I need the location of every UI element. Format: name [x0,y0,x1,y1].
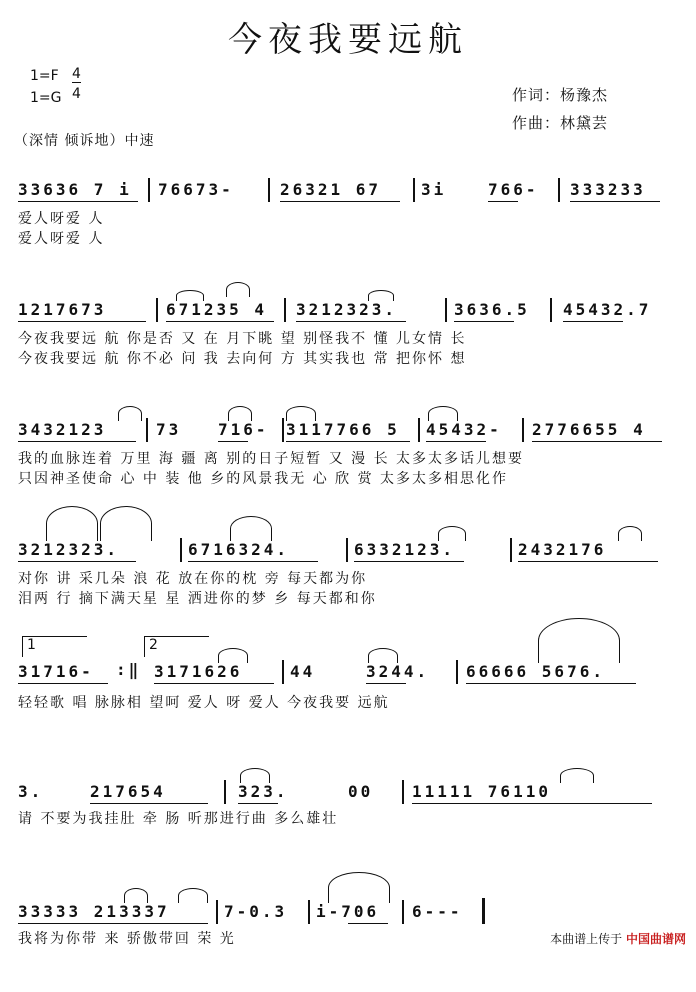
time-denominator: 4 [72,86,81,102]
lyrics-verse-1: 请 不要为我挂肚 牵 肠 听那进行曲 多么雄壮 [18,811,339,827]
measure: 3117766 5 [286,420,400,439]
measure: 66666 5676. [466,662,605,681]
lyrics-verse-1: 我将为你带 来 骄傲带回 荣 光 [18,931,236,947]
measure: 3432123 [18,420,107,439]
score-row-3 [18,420,668,510]
measure: 3212323. [296,300,398,319]
measure: 76673- [158,180,234,199]
measure: 73 [156,420,182,439]
measure: 3212323. [18,540,120,559]
lyrics-verse-2: 只因神圣使命 心 中 装 他 乡的风景我无 心 欣 赏 太多太多相思化作 [18,471,509,487]
measure: i-706 [316,902,380,921]
lyrics-verse-1: 轻轻歌 唱 脉脉相 望呵 爱人 呀 爱人 今夜我要 远航 [18,695,390,711]
repeat-sign: :‖ [116,660,142,679]
score-row-4 [18,540,668,630]
measure: 26321 67 [280,180,382,199]
score-row-5 [18,637,668,752]
measure: 217654 [90,782,166,801]
measure: 33333 213337 [18,902,170,921]
tempo-marking: （深情 倾诉地）中速 [14,133,155,149]
lyricist: 作词：杨豫杰 [512,86,609,104]
key-signature-2: 1=G [30,90,62,106]
measure: 6332123. [354,540,456,559]
measure: 2776655 4 [532,420,646,439]
lyrics-verse-1: 我的血脉连着 万里 海 疆 离 别的日子短暂 又 漫 长 太多太多话儿想要 [18,451,525,467]
measure: 45432.7 [563,300,652,319]
score-row-1 [18,180,668,270]
lyrics-verse-2: 泪两 行 摘下满天星 星 洒进你的梦 乡 每天都和你 [18,591,377,607]
measure: 6--- [412,902,463,921]
measure: 3. [18,782,44,801]
measure: 1217673 [18,300,107,319]
footer [550,930,686,947]
lyrics-verse-1: 爱人呀爱 人 [18,211,105,227]
song-title: 今夜我要远航 [228,20,468,60]
lyrics-verse-2: 今夜我要远 航 你不必 问 我 去向何 方 其实我也 常 把你怀 想 [18,351,467,367]
measure: 33636 7 i [18,180,132,199]
score-row-2 [18,300,668,390]
composer: 作曲：林黛芸 [512,114,609,132]
measure: 7-0.3 [224,902,288,921]
score-row-6 [18,782,668,872]
volta-second-ending: 2 [144,636,209,657]
measure: 00 [348,782,374,801]
key-signature-1: 1=F [30,68,59,84]
measure: 31716- [18,662,94,681]
site-logo: 中国曲谱网 [625,932,686,946]
lyrics-verse-1: 今夜我要远 航 你是否 又 在 月下眺 望 别怪我不 懂 儿女情 长 [18,331,467,347]
measure: 45432- [426,420,502,439]
measure: 2432176 [518,540,607,559]
measure: 44 [290,662,316,681]
score-row-7 [18,902,668,992]
measure: 3244. [366,662,430,681]
measure: 716- [218,420,269,439]
measure: 3171626 [154,662,243,681]
lyrics-verse-1: 对你 讲 采几朵 浪 花 放在你的枕 旁 每天都为你 [18,571,368,587]
time-numerator: 4 [72,66,81,82]
footer-text: 本曲谱上传于 [550,932,623,946]
measure: 333233 [570,180,646,199]
volta-first-ending: 1 [22,636,87,657]
measure: 6716324. [188,540,290,559]
measure: 671235 4 [166,300,268,319]
measure: 766- [488,180,539,199]
measure: 11111 76110 [412,782,551,801]
measure: 3636.5 [454,300,530,319]
measure: 3i [421,180,447,199]
measure: 323. [238,782,289,801]
lyrics-verse-2: 爱人呀爱 人 [18,231,105,247]
